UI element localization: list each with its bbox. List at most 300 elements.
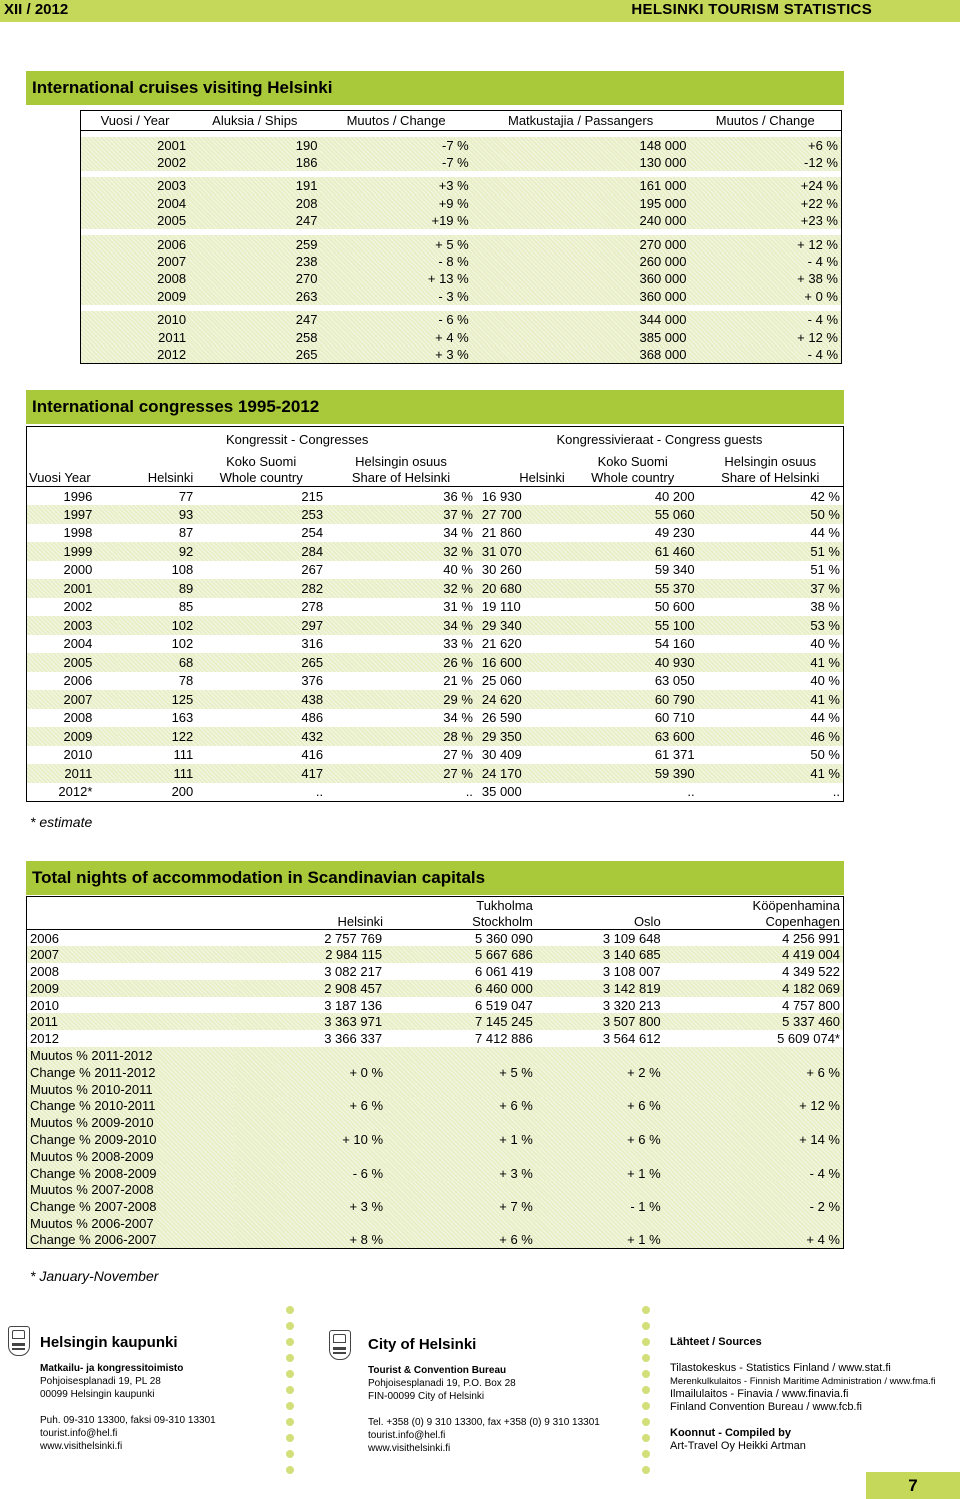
table-cell: 122 bbox=[171, 728, 194, 744]
cruises-title: International cruises visiting Helsinki bbox=[26, 71, 844, 105]
footer-col2-addr2: FIN-00099 City of Helsinki bbox=[368, 1391, 485, 1402]
table-cell: 190 bbox=[295, 137, 318, 153]
table-cell: 60 710 bbox=[654, 710, 695, 726]
table-cell: 37 % bbox=[810, 580, 840, 596]
table-cell: 2003 bbox=[157, 178, 187, 194]
change-row-fi bbox=[27, 1148, 844, 1165]
table-cell: 40 % bbox=[810, 636, 840, 652]
change-value: + 6 % bbox=[627, 1131, 661, 1147]
table-cell: 2006 bbox=[63, 673, 93, 689]
table-cell: 385 000 bbox=[639, 329, 687, 345]
table-cell: 63 050 bbox=[654, 673, 695, 689]
table-row bbox=[27, 930, 844, 947]
table-cell: 2012 bbox=[157, 346, 187, 362]
congress-whole-header: Whole country bbox=[196, 470, 326, 487]
change-label-en: Change % 2011-2012 bbox=[30, 1064, 156, 1080]
table-cell: 1998 bbox=[63, 525, 93, 541]
change-label-en: Change % 2008-2009 bbox=[30, 1165, 157, 1181]
change-label-en: Change % 2007-2008 bbox=[30, 1199, 157, 1215]
change-label-fi: Muutos % 2010-2011 bbox=[30, 1081, 153, 1097]
table-cell: 77 bbox=[178, 488, 194, 504]
nights-table bbox=[26, 896, 844, 1249]
change-row-en bbox=[27, 1097, 844, 1114]
table-cell: 26 590 bbox=[481, 710, 522, 726]
table-cell: 5 609 074* bbox=[777, 1031, 840, 1047]
guests-group-header: Kongressivieraat - Congress guests bbox=[556, 432, 763, 448]
estimate-note: * estimate bbox=[30, 814, 93, 830]
footer-col1-web[interactable]: www.visithelsinki.fi bbox=[40, 1441, 123, 1452]
table-cell: 208 bbox=[295, 195, 318, 211]
table-cell: 186 bbox=[295, 155, 318, 171]
issue-label: XII / 2012 bbox=[4, 1, 69, 18]
footer-col2-email[interactable]: tourist.info@hel.fi bbox=[368, 1430, 446, 1441]
table-cell: 31 % bbox=[443, 599, 473, 615]
table-cell: 2001 bbox=[157, 137, 187, 153]
change-value: + 8 % bbox=[349, 1232, 384, 1248]
table-cell: 20 680 bbox=[481, 580, 522, 596]
table-cell: 258 bbox=[295, 329, 318, 345]
cruises-column-header: Vuosi / Year bbox=[81, 111, 190, 131]
table-cell: 93 bbox=[178, 506, 194, 522]
table-cell: 51 % bbox=[810, 543, 840, 559]
guests-osuus-header: Helsingin osuus bbox=[724, 453, 817, 469]
change-row-en bbox=[27, 1165, 844, 1182]
table-cell: 240 000 bbox=[639, 213, 687, 229]
table-cell: 32 % bbox=[443, 580, 473, 596]
table-cell: 19 110 bbox=[481, 599, 521, 615]
table-cell: 5 360 090 bbox=[475, 930, 533, 946]
table-cell: 24 170 bbox=[481, 765, 522, 781]
table-cell: 2010 bbox=[157, 312, 187, 328]
table-cell: 87 bbox=[178, 525, 194, 541]
table-cell: 253 bbox=[301, 506, 324, 522]
table-cell: + 13 % bbox=[427, 271, 469, 287]
table-cell: 61 371 bbox=[654, 747, 695, 763]
table-row bbox=[27, 598, 844, 617]
table-cell: - 4 % bbox=[807, 312, 838, 328]
change-value: + 3 % bbox=[349, 1199, 384, 1215]
table-cell: 50 % bbox=[810, 747, 840, 763]
table-cell: 5 667 686 bbox=[475, 947, 533, 963]
table-cell: 36 % bbox=[443, 488, 473, 504]
table-cell: 21 % bbox=[443, 673, 473, 689]
table-cell: .. bbox=[832, 784, 840, 799]
footer-col1-phone: Puh. 09-310 13300, faksi 09-310 13301 bbox=[40, 1415, 216, 1426]
table-cell: 265 bbox=[301, 654, 324, 670]
table-row bbox=[27, 616, 844, 635]
change-value: + 0 % bbox=[349, 1064, 384, 1080]
table-cell: 41 % bbox=[810, 691, 840, 707]
table-cell: 265 bbox=[295, 346, 318, 362]
table-cell: 55 060 bbox=[654, 506, 695, 522]
table-row bbox=[27, 653, 844, 672]
table-cell: 297 bbox=[301, 617, 324, 633]
table-cell: 4 419 004 bbox=[782, 947, 840, 963]
table-cell: 33 % bbox=[443, 636, 473, 652]
change-row-fi bbox=[27, 1215, 844, 1232]
table-cell: 130 000 bbox=[639, 155, 687, 171]
table-cell: 30 260 bbox=[481, 562, 522, 578]
table-cell: 417 bbox=[301, 765, 324, 781]
table-cell: 41 % bbox=[810, 765, 840, 781]
table-cell: 21 860 bbox=[481, 525, 522, 541]
table-cell: 2005 bbox=[63, 654, 93, 670]
change-value: + 6 % bbox=[499, 1098, 533, 1114]
table-row bbox=[81, 346, 842, 363]
table-cell: 41 % bbox=[810, 654, 840, 670]
table-row bbox=[27, 672, 844, 691]
table-cell: .. bbox=[687, 784, 695, 799]
footer-col1-email[interactable]: tourist.info@hel.fi bbox=[40, 1428, 118, 1439]
table-cell: 53 % bbox=[810, 617, 840, 633]
table-cell: 55 100 bbox=[654, 617, 695, 633]
cruises-column-header: Matkustajia / Passangers bbox=[472, 111, 690, 131]
table-cell: -7 % bbox=[441, 137, 469, 153]
helsinki-crest-icon bbox=[8, 1326, 30, 1356]
table-cell: 238 bbox=[295, 254, 318, 270]
table-cell: 34 % bbox=[443, 617, 473, 633]
table-cell: 40 % bbox=[443, 562, 473, 578]
table-cell: 2005 bbox=[157, 213, 187, 229]
change-row-en bbox=[27, 1064, 844, 1081]
table-row bbox=[81, 253, 842, 270]
table-cell: 360 000 bbox=[639, 288, 687, 304]
table-cell: 50 % bbox=[810, 506, 840, 522]
table-cell: 7 412 886 bbox=[475, 1031, 533, 1047]
footer-dots bbox=[286, 1306, 294, 1482]
table-cell: - 3 % bbox=[438, 288, 469, 304]
tukholma-header: Tukholma bbox=[476, 897, 533, 913]
table-cell: 2010 bbox=[30, 997, 59, 1013]
congresses-table bbox=[26, 426, 844, 802]
table-cell: 31 070 bbox=[481, 543, 522, 559]
change-row-en bbox=[27, 1232, 844, 1249]
table-cell: 2002 bbox=[63, 599, 93, 615]
source-maritime: Merenkulkulaitos - Finnish Maritime Administration / www.fma.fi bbox=[670, 1376, 936, 1387]
table-cell: 2007 bbox=[30, 947, 59, 963]
table-cell: 3 320 213 bbox=[602, 997, 661, 1013]
document-title: HELSINKI TOURISM STATISTICS bbox=[631, 1, 872, 18]
table-cell: 260 000 bbox=[639, 254, 687, 270]
table-cell: 2002 bbox=[157, 155, 187, 171]
table-cell: + 4 % bbox=[435, 329, 469, 345]
change-value: + 10 % bbox=[342, 1131, 384, 1147]
table-cell: 25 060 bbox=[481, 673, 522, 689]
table-cell: 28 % bbox=[443, 728, 473, 744]
table-cell: -12 % bbox=[804, 155, 838, 171]
change-value: + 1 % bbox=[499, 1131, 533, 1147]
table-cell: 35 000 bbox=[481, 784, 522, 799]
table-cell: 2004 bbox=[63, 636, 93, 652]
table-cell: 200 bbox=[171, 784, 194, 799]
table-cell: 30 409 bbox=[481, 747, 522, 763]
january-november-note: * January-November bbox=[30, 1268, 159, 1284]
table-cell: 2011 bbox=[30, 1014, 58, 1030]
change-value: - 4 % bbox=[809, 1165, 840, 1181]
guests-koko-header: Koko Suomi bbox=[597, 453, 668, 469]
cruises-column-header: Aluksia / Ships bbox=[189, 111, 320, 131]
table-cell: 416 bbox=[301, 747, 324, 763]
table-cell: 3 366 337 bbox=[324, 1031, 383, 1047]
table-row bbox=[27, 1013, 844, 1030]
change-label-fi: Muutos % 2008-2009 bbox=[30, 1148, 154, 1164]
table-cell: 2001 bbox=[63, 580, 93, 596]
table-cell: 191 bbox=[295, 178, 318, 194]
congresses-title: International congresses 1995-2012 bbox=[26, 390, 844, 424]
table-cell: 108 bbox=[171, 562, 194, 578]
change-label-en: Change % 2009-2010 bbox=[30, 1131, 157, 1147]
change-label-en: Change % 2010-2011 bbox=[30, 1098, 156, 1114]
table-cell: + 12 % bbox=[797, 236, 838, 252]
table-cell: +23 % bbox=[800, 213, 838, 229]
table-cell: 21 620 bbox=[481, 636, 522, 652]
change-label-fi: Muutos % 2011-2012 bbox=[30, 1047, 153, 1063]
table-row bbox=[81, 195, 842, 212]
table-cell: 2006 bbox=[157, 236, 187, 252]
table-cell: 85 bbox=[178, 599, 194, 615]
table-cell: 55 370 bbox=[654, 580, 695, 596]
table-row bbox=[27, 727, 844, 746]
change-value: + 1 % bbox=[627, 1165, 661, 1181]
table-cell: 3 108 007 bbox=[602, 963, 661, 979]
table-cell: 3 564 612 bbox=[602, 1031, 661, 1047]
table-cell: 27 % bbox=[443, 765, 473, 781]
table-cell: 6 460 000 bbox=[475, 980, 533, 996]
table-cell: 3 082 217 bbox=[324, 963, 383, 979]
stockholm-header: Stockholm bbox=[386, 913, 536, 930]
table-cell: 26 % bbox=[443, 654, 473, 670]
table-cell: 50 600 bbox=[654, 599, 695, 615]
table-cell: 102 bbox=[171, 636, 194, 652]
table-cell: 3 142 819 bbox=[602, 980, 661, 996]
table-row bbox=[81, 154, 842, 171]
table-cell: 284 bbox=[301, 543, 324, 559]
table-cell: 282 bbox=[301, 580, 324, 596]
sources-title: Lähteet / Sources bbox=[670, 1336, 762, 1348]
table-cell: + 12 % bbox=[797, 329, 838, 345]
table-cell: 2007 bbox=[157, 254, 187, 270]
source-statistics-finland: Tilastokeskus - Statistics Finland / www.stat.fi bbox=[670, 1362, 891, 1374]
change-value: + 7 % bbox=[499, 1199, 533, 1215]
table-cell: 270 bbox=[295, 271, 318, 287]
table-cell: 5 337 460 bbox=[782, 1014, 840, 1030]
change-value: - 2 % bbox=[809, 1199, 840, 1215]
guests-whole-header: Whole country bbox=[568, 470, 698, 487]
table-cell: 34 % bbox=[443, 525, 473, 541]
table-row bbox=[27, 997, 844, 1014]
table-cell: 16 930 bbox=[481, 488, 522, 504]
table-cell: 486 bbox=[301, 710, 324, 726]
table-cell: 247 bbox=[295, 213, 318, 229]
change-row-en bbox=[27, 1198, 844, 1215]
table-cell: 49 230 bbox=[654, 525, 695, 541]
change-label-fi: Muutos % 2006-2007 bbox=[30, 1215, 154, 1231]
table-cell: 195 000 bbox=[639, 195, 687, 211]
table-cell: 2003 bbox=[63, 617, 93, 633]
table-cell: 2010 bbox=[63, 747, 93, 763]
footer-col2-web[interactable]: www.visithelsinki.fi bbox=[368, 1443, 451, 1454]
table-row bbox=[27, 709, 844, 728]
change-row-en bbox=[27, 1131, 844, 1148]
table-cell: +6 % bbox=[808, 137, 838, 153]
table-cell: 3 140 685 bbox=[602, 947, 661, 963]
table-cell: 254 bbox=[301, 525, 324, 541]
table-row bbox=[81, 212, 842, 229]
change-value: + 14 % bbox=[799, 1131, 840, 1147]
table-cell: + 5 % bbox=[435, 236, 469, 252]
table-row bbox=[81, 177, 842, 194]
page-number: 7 bbox=[866, 1472, 960, 1499]
table-cell: 29 % bbox=[443, 691, 473, 707]
cruises-column-header: Muutos / Change bbox=[321, 111, 472, 131]
footer-col1-title: Helsingin kaupunki bbox=[40, 1334, 178, 1351]
table-row bbox=[27, 783, 844, 802]
table-cell: 2 757 769 bbox=[324, 930, 383, 946]
table-cell: 89 bbox=[178, 580, 194, 596]
source-fcb: Finland Convention Bureau / www.fcb.fi bbox=[670, 1401, 862, 1413]
table-cell: 247 bbox=[295, 312, 318, 328]
table-cell: 270 000 bbox=[639, 236, 687, 252]
table-cell: 2009 bbox=[63, 728, 93, 744]
table-cell: 344 000 bbox=[639, 312, 687, 328]
table-cell: 38 % bbox=[810, 599, 840, 615]
table-cell: 3 507 800 bbox=[602, 1014, 661, 1030]
table-cell: 16 600 bbox=[481, 654, 522, 670]
table-cell: 368 000 bbox=[639, 346, 687, 362]
table-row bbox=[27, 1030, 844, 1047]
table-cell: 4 349 522 bbox=[782, 963, 840, 979]
table-cell: 259 bbox=[295, 236, 318, 252]
table-cell: 215 bbox=[301, 488, 324, 504]
compiled-by-name: Art-Travel Oy Heikki Artman bbox=[670, 1440, 806, 1452]
table-cell: 376 bbox=[301, 673, 324, 689]
table-cell: .. bbox=[315, 784, 324, 799]
change-row-fi bbox=[27, 1047, 844, 1064]
table-cell: 2 984 115 bbox=[325, 947, 383, 963]
table-row bbox=[27, 542, 844, 561]
table-cell: 2008 bbox=[63, 710, 93, 726]
table-cell: 59 390 bbox=[654, 765, 695, 781]
congress-helsinki-header: Helsinki bbox=[118, 470, 196, 487]
table-row bbox=[27, 579, 844, 598]
table-cell: - 6 % bbox=[438, 312, 469, 328]
table-row bbox=[27, 980, 844, 997]
table-cell: 44 % bbox=[810, 525, 840, 541]
congress-osuus-header: Helsingin osuus bbox=[355, 453, 447, 469]
footer-col2-addr1: Pohjoisesplanadi 19, P.O. Box 28 bbox=[368, 1378, 516, 1389]
table-cell: +24 % bbox=[800, 178, 838, 194]
source-finavia: Ilmailulaitos - Finavia / www.finavia.fi bbox=[670, 1388, 849, 1400]
table-cell: +22 % bbox=[800, 195, 838, 211]
table-cell: 27 % bbox=[443, 747, 473, 763]
change-row-fi bbox=[27, 1114, 844, 1131]
table-row bbox=[27, 561, 844, 580]
footer-col1-address bbox=[40, 1362, 216, 1453]
footer-col1-org: Matkailu- ja kongressitoimisto bbox=[40, 1363, 184, 1374]
change-label-en: Change % 2006-2007 bbox=[30, 1232, 157, 1248]
change-value: + 6 % bbox=[806, 1064, 840, 1080]
change-value: + 6 % bbox=[349, 1098, 384, 1114]
table-cell: 438 bbox=[301, 691, 324, 707]
table-cell: 32 % bbox=[443, 543, 473, 559]
table-row bbox=[81, 328, 842, 345]
table-cell: 163 bbox=[171, 710, 194, 726]
table-row bbox=[27, 963, 844, 980]
cruises-column-header: Muutos / Change bbox=[690, 111, 842, 131]
table-cell: 2004 bbox=[157, 195, 187, 211]
footer-col2-title: City of Helsinki bbox=[368, 1336, 477, 1353]
table-cell: + 38 % bbox=[797, 271, 838, 287]
change-value: + 6 % bbox=[499, 1232, 533, 1248]
table-cell: 2012 bbox=[30, 1031, 59, 1047]
guests-share-header: Share of Helsinki bbox=[698, 470, 844, 487]
change-value: + 2 % bbox=[627, 1064, 661, 1080]
table-cell: 4 757 800 bbox=[782, 997, 840, 1013]
table-cell: 102 bbox=[171, 617, 194, 633]
table-cell: - 4 % bbox=[807, 254, 838, 270]
footer-col1-addr1: Pohjoisesplanadi 19, PL 28 bbox=[40, 1376, 161, 1387]
table-row bbox=[27, 487, 844, 506]
table-cell: 3 109 648 bbox=[602, 930, 661, 946]
change-value: + 12 % bbox=[799, 1098, 840, 1114]
table-cell: 54 160 bbox=[654, 636, 695, 652]
table-cell: + 0 % bbox=[804, 288, 838, 304]
table-cell: 92 bbox=[178, 543, 194, 559]
table-row bbox=[27, 524, 844, 543]
change-value: + 1 % bbox=[627, 1232, 661, 1248]
table-cell: +19 % bbox=[431, 213, 469, 229]
table-cell: 2011 bbox=[64, 765, 93, 781]
table-cell: 1997 bbox=[63, 506, 93, 522]
change-value: - 1 % bbox=[630, 1199, 661, 1215]
table-cell: 6 519 047 bbox=[475, 997, 533, 1013]
table-cell: 34 % bbox=[443, 710, 473, 726]
table-cell: 2009 bbox=[30, 980, 59, 996]
helsinki-crest-icon bbox=[329, 1330, 351, 1360]
table-cell: 7 145 245 bbox=[475, 1014, 533, 1030]
table-cell: +3 % bbox=[438, 178, 469, 194]
table-cell: 2008 bbox=[30, 963, 59, 979]
table-cell: 61 460 bbox=[654, 543, 695, 559]
table-cell: 40 200 bbox=[654, 488, 695, 504]
table-cell: 29 340 bbox=[481, 617, 522, 633]
table-cell: 1999 bbox=[63, 543, 93, 559]
congress-koko-header: Koko Suomi bbox=[226, 453, 297, 469]
table-cell: 29 350 bbox=[481, 728, 522, 744]
table-cell: 60 790 bbox=[654, 691, 695, 707]
change-value: + 4 % bbox=[806, 1232, 840, 1248]
table-cell: 68 bbox=[178, 654, 194, 670]
table-cell: 125 bbox=[171, 691, 194, 707]
table-cell: 2011 bbox=[158, 329, 187, 345]
table-cell: 3 363 971 bbox=[324, 1014, 383, 1030]
footer-col2-org: Tourist & Convention Bureau bbox=[368, 1365, 507, 1376]
koopenhamina-header: Kööpenhamina bbox=[752, 897, 840, 913]
change-label-fi: Muutos % 2009-2010 bbox=[30, 1115, 154, 1131]
table-cell: 360 000 bbox=[639, 271, 687, 287]
helsinki-header: Helsinki bbox=[234, 913, 386, 930]
table-cell: 267 bbox=[301, 562, 324, 578]
table-cell: 111 bbox=[173, 765, 194, 781]
table-cell: .. bbox=[465, 784, 473, 799]
table-cell: 40 % bbox=[810, 673, 840, 689]
compiled-by-label: Koonnut - Compiled by bbox=[670, 1427, 791, 1439]
table-cell: + 3 % bbox=[435, 346, 469, 362]
guests-helsinki-header: Helsinki bbox=[476, 470, 568, 487]
table-cell: 4 256 991 bbox=[782, 930, 840, 946]
table-cell: 2 908 457 bbox=[324, 980, 383, 996]
table-cell: 44 % bbox=[810, 710, 840, 726]
